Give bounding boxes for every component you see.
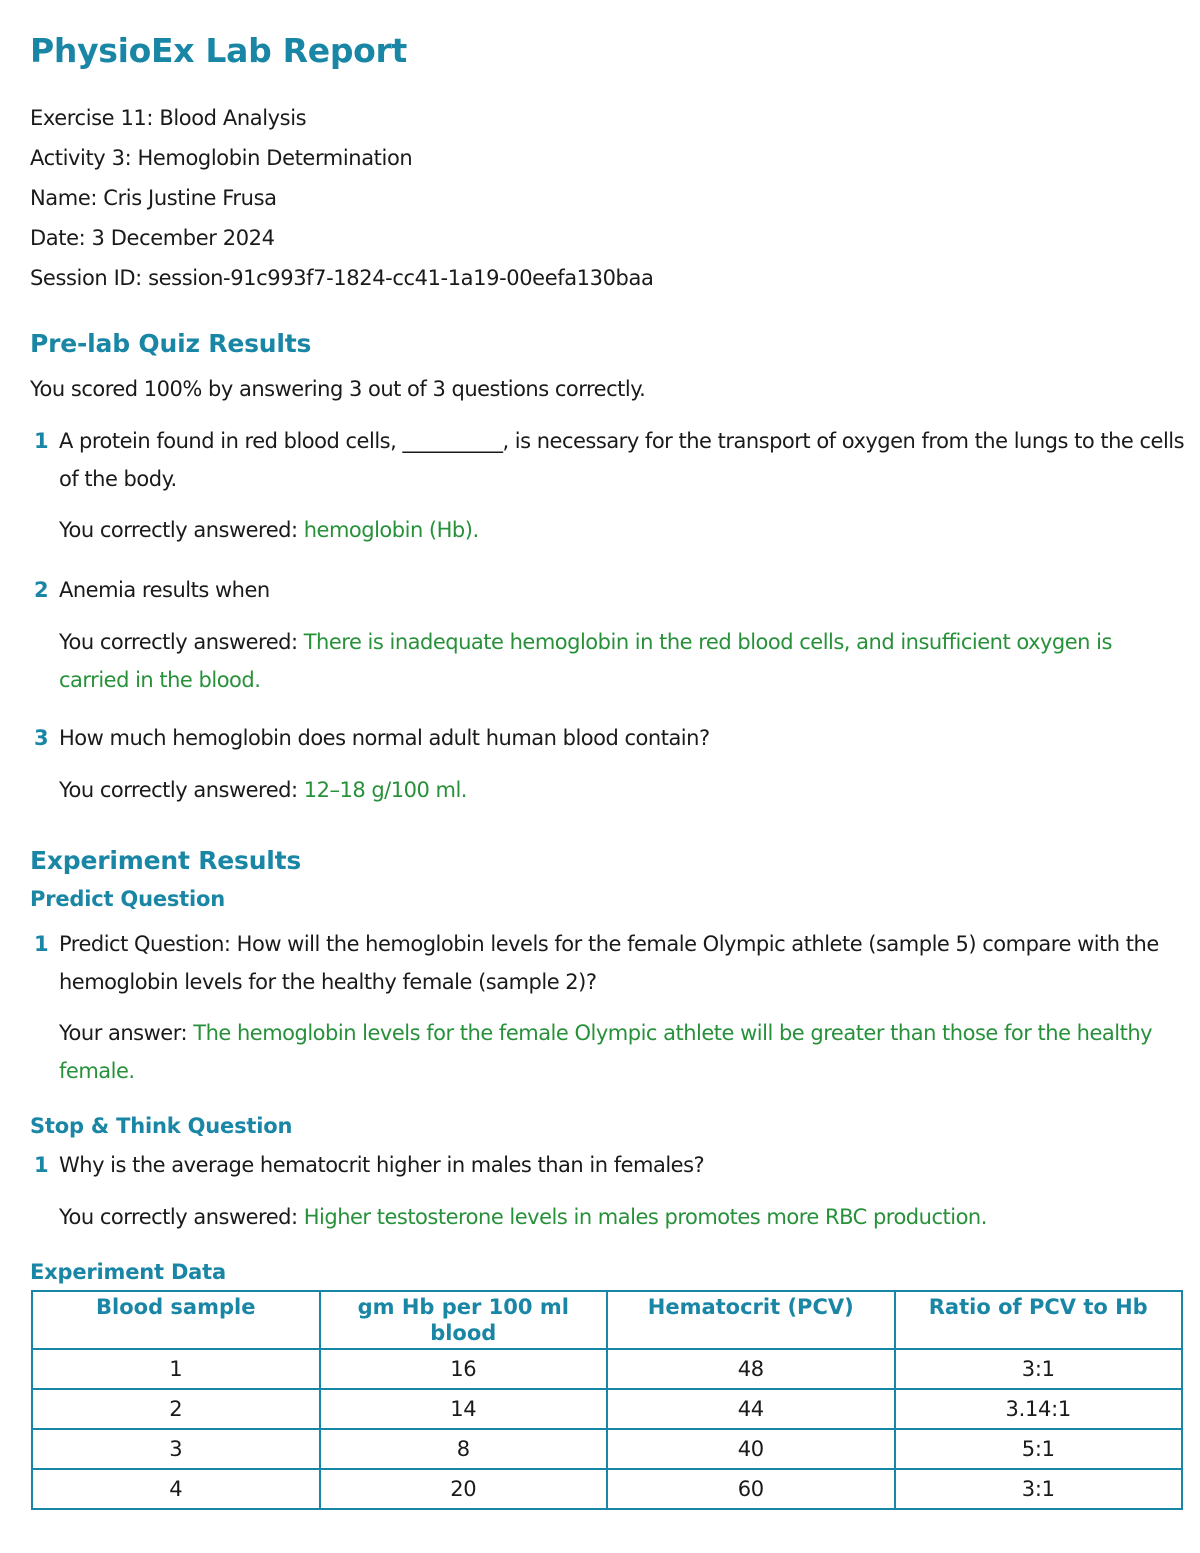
table-cell: 3 [32, 1429, 320, 1469]
table-row [32, 1429, 1182, 1469]
question-number: 1 [34, 1153, 49, 1177]
report-meta [30, 98, 1185, 298]
question-number: 2 [34, 578, 49, 602]
answer-line [30, 771, 1185, 809]
name-line: Name: Cris Justine Frusa [30, 186, 277, 210]
question-text: A protein found in red blood cells, __________, is necessary for the transport of oxygen from the lungs to the cells of the body. [59, 429, 1185, 491]
page-title: PhysioEx Lab Report [30, 31, 407, 70]
column-header: Blood sample [32, 1291, 320, 1349]
table-cell: 16 [320, 1349, 608, 1389]
table-cell: 5:1 [895, 1429, 1183, 1469]
column-header-text: gm Hb per 100 ml blood [357, 1295, 569, 1345]
answer-label: Your answer: [59, 1021, 194, 1045]
table-row [32, 1389, 1182, 1429]
table-cell: 14 [320, 1389, 608, 1429]
prelab-score: You scored 100% by answering 3 out of 3 questions correctly. [30, 377, 646, 401]
answer-text: hemoglobin (Hb). [303, 518, 479, 542]
answer-line [30, 623, 1185, 699]
table-cell: 44 [607, 1389, 895, 1429]
question-number: 1 [34, 932, 49, 956]
answer-line [30, 511, 1185, 549]
question-text: Anemia results when [59, 578, 270, 602]
table-cell: 20 [320, 1469, 608, 1509]
question-number: 1 [34, 429, 49, 453]
answer-label: You correctly answered: [59, 630, 304, 654]
table-cell: 1 [32, 1349, 320, 1389]
table-cell: 4 [32, 1469, 320, 1509]
answer-line [30, 1014, 1185, 1090]
question-text: Predict Question: How will the hemoglobin levels for the female Olympic athlete (sample 5) compare with the hemoglobin levels for the healthy female (sample 2)? [59, 932, 1159, 994]
predict-heading: Predict Question [30, 887, 225, 911]
table-cell: 3:1 [895, 1349, 1183, 1389]
experiment-data-heading: Experiment Data [30, 1260, 226, 1284]
question-number: 3 [34, 726, 49, 750]
prelab-question-3 [30, 719, 1185, 809]
lab-report [30, 30, 1185, 1501]
answer-text: Higher testosterone levels in males promotes more RBC production. [303, 1205, 987, 1229]
question-text: How much hemoglobin does normal adult human blood contain? [59, 726, 710, 750]
answer-text: There is inadequate hemoglobin in the red blood cells, and insufficient oxygen is carried in the blood. [59, 630, 1112, 692]
answer-label: You correctly answered: [59, 1205, 304, 1229]
table-cell: 2 [32, 1389, 320, 1429]
column-header: Hematocrit (PCV) [607, 1291, 895, 1349]
date-line: Date: 3 December 2024 [30, 226, 275, 250]
column-header: Ratio of PCV to Hb [895, 1291, 1183, 1349]
answer-line [30, 1198, 1185, 1236]
answer-text: The hemoglobin levels for the female Olympic athlete will be greater than those for the healthy female. [59, 1021, 1153, 1083]
table-cell: 48 [607, 1349, 895, 1389]
table-row [32, 1349, 1182, 1389]
prelab-question-2 [30, 571, 1185, 699]
answer-text: 12–18 g/100 ml. [303, 778, 467, 802]
predict-question [30, 925, 1185, 1090]
exercise-line: Exercise 11: Blood Analysis [30, 106, 307, 130]
table-cell: 40 [607, 1429, 895, 1469]
table-cell: 3.14:1 [895, 1389, 1183, 1429]
question-text: Why is the average hematocrit higher in males than in females? [59, 1153, 705, 1177]
table-cell: 60 [607, 1469, 895, 1509]
table-cell: 3:1 [895, 1469, 1183, 1509]
session-line: Session ID: session-91c993f7-1824-cc41-1a19-00eefa130baa [30, 266, 654, 290]
answer-label: You correctly answered: [59, 778, 304, 802]
stop-think-heading: Stop & Think Question [30, 1114, 293, 1138]
answer-label: You correctly answered: [59, 518, 304, 542]
prelab-heading: Pre-lab Quiz Results [30, 329, 312, 358]
stop-think-question [30, 1146, 1185, 1236]
activity-line: Activity 3: Hemoglobin Determination [30, 146, 413, 170]
column-header [320, 1291, 608, 1349]
table-header-row [32, 1291, 1182, 1349]
table-cell: 8 [320, 1429, 608, 1469]
table-row [32, 1469, 1182, 1509]
prelab-question-1 [30, 422, 1185, 549]
experiment-heading: Experiment Results [30, 846, 302, 875]
experiment-data-table [31, 1290, 1183, 1510]
